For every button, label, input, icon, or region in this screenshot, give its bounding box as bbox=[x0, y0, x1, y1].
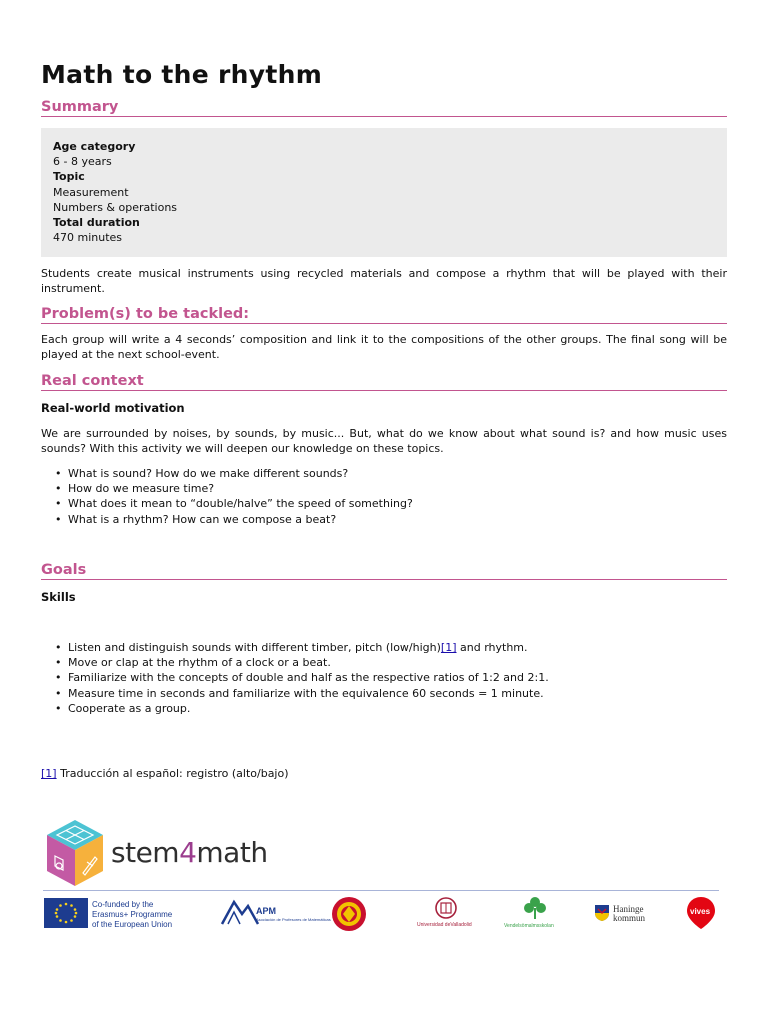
intro-paragraph: Students create musical instruments using recycled materials and compose a rhythm that will be played with their instrument. bbox=[41, 267, 727, 296]
mountain-icon bbox=[220, 898, 260, 926]
footnote-backlink[interactable]: [1] bbox=[41, 767, 57, 780]
footnote-reference-link[interactable]: [1] bbox=[440, 641, 457, 654]
list-item: • What is a rhythm? How can we compose a beat? bbox=[41, 512, 413, 527]
real-context-heading: Real context bbox=[41, 373, 727, 391]
eu-caption: Co-funded by the Erasmus+ Programme of the European Union bbox=[92, 900, 173, 929]
list-item: • Familiarize with the concepts of double and half as the respective ratios of 1:2 and 2:1. bbox=[41, 670, 549, 685]
duration-label: Total duration bbox=[53, 216, 140, 230]
skills-list bbox=[41, 640, 549, 716]
summary-heading: Summary bbox=[41, 99, 727, 117]
real-context-list bbox=[41, 466, 413, 527]
school-seal-logo bbox=[331, 896, 371, 932]
clover-icon bbox=[523, 896, 547, 920]
page-title: Math to the rhythm bbox=[41, 60, 323, 89]
problem-paragraph: Each group will write a 4 seconds’ composition and link it to the compositions of the other groups. The final song will be played at the next school-event. bbox=[41, 333, 727, 362]
vendelso-label: Vendelsömalmsskolan bbox=[504, 923, 554, 929]
list-item: • What does it mean to “double/halve” the speed of something? bbox=[41, 496, 413, 511]
problem-heading: Problem(s) to be tackled: bbox=[41, 306, 727, 324]
list-item bbox=[41, 640, 549, 655]
stem4math-logo bbox=[43, 818, 283, 888]
logo-wordmark: stem4math bbox=[111, 836, 268, 869]
skill-text-end: and rhythm. bbox=[456, 641, 528, 654]
footnote-text: Traducción al español: registro (alto/bajo) bbox=[56, 767, 289, 780]
eu-flag-icon bbox=[44, 898, 88, 928]
footnote bbox=[41, 766, 727, 781]
cube-icon bbox=[43, 818, 107, 888]
age-label: Age category bbox=[53, 140, 136, 153]
erasmus-partner-logo bbox=[44, 896, 194, 932]
haninge-label: Haninge kommun bbox=[613, 904, 646, 923]
seal-icon bbox=[331, 896, 367, 932]
apm-partner-logo bbox=[220, 896, 331, 932]
goals-heading: Goals bbox=[41, 562, 727, 580]
university-crest-icon bbox=[433, 897, 459, 919]
list-item: • What is sound? How do we make different sounds? bbox=[41, 466, 413, 481]
list-item: • How do we measure time? bbox=[41, 481, 413, 496]
haninge-partner-logo bbox=[594, 896, 658, 932]
topic-value-2: Numbers & operations bbox=[53, 200, 178, 214]
summary-box bbox=[41, 128, 727, 257]
apm-sublabel: Asociación de Profesores de Matemáticas bbox=[256, 917, 331, 922]
uva-label: Universidad deValladolid bbox=[417, 922, 472, 928]
list-item: • Cooperate as a group. bbox=[41, 701, 549, 716]
list-item: • Measure time in seconds and familiarize with the equivalence 60 seconds = 1 minute. bbox=[41, 686, 549, 701]
vives-partner-logo bbox=[686, 896, 718, 932]
topic-label: Topic bbox=[53, 170, 85, 184]
vendelso-partner-logo bbox=[504, 896, 566, 932]
age-value: 6 - 8 years bbox=[53, 155, 112, 169]
footer-divider bbox=[43, 890, 719, 891]
skill-text: Listen and distinguish sounds with different timber, pitch (low/high) bbox=[68, 641, 441, 654]
list-item: • Move or clap at the rhythm of a clock or a beat. bbox=[41, 655, 549, 670]
uva-partner-logo bbox=[414, 896, 478, 932]
skills-subheading: Skills bbox=[41, 590, 76, 604]
shield-icon bbox=[594, 904, 610, 922]
apm-label: APM bbox=[256, 906, 276, 916]
topic-value-1: Measurement bbox=[53, 185, 129, 199]
real-context-paragraph: We are surrounded by noises, by sounds, by music... But, what do we know about what sound is? and how music uses sounds? With this activity we will deepen our knowledge on these topics. bbox=[41, 427, 727, 456]
duration-value: 470 minutes bbox=[53, 231, 123, 245]
real-world-motivation-subheading: Real-world motivation bbox=[41, 401, 185, 415]
vives-label: vives bbox=[690, 907, 711, 916]
